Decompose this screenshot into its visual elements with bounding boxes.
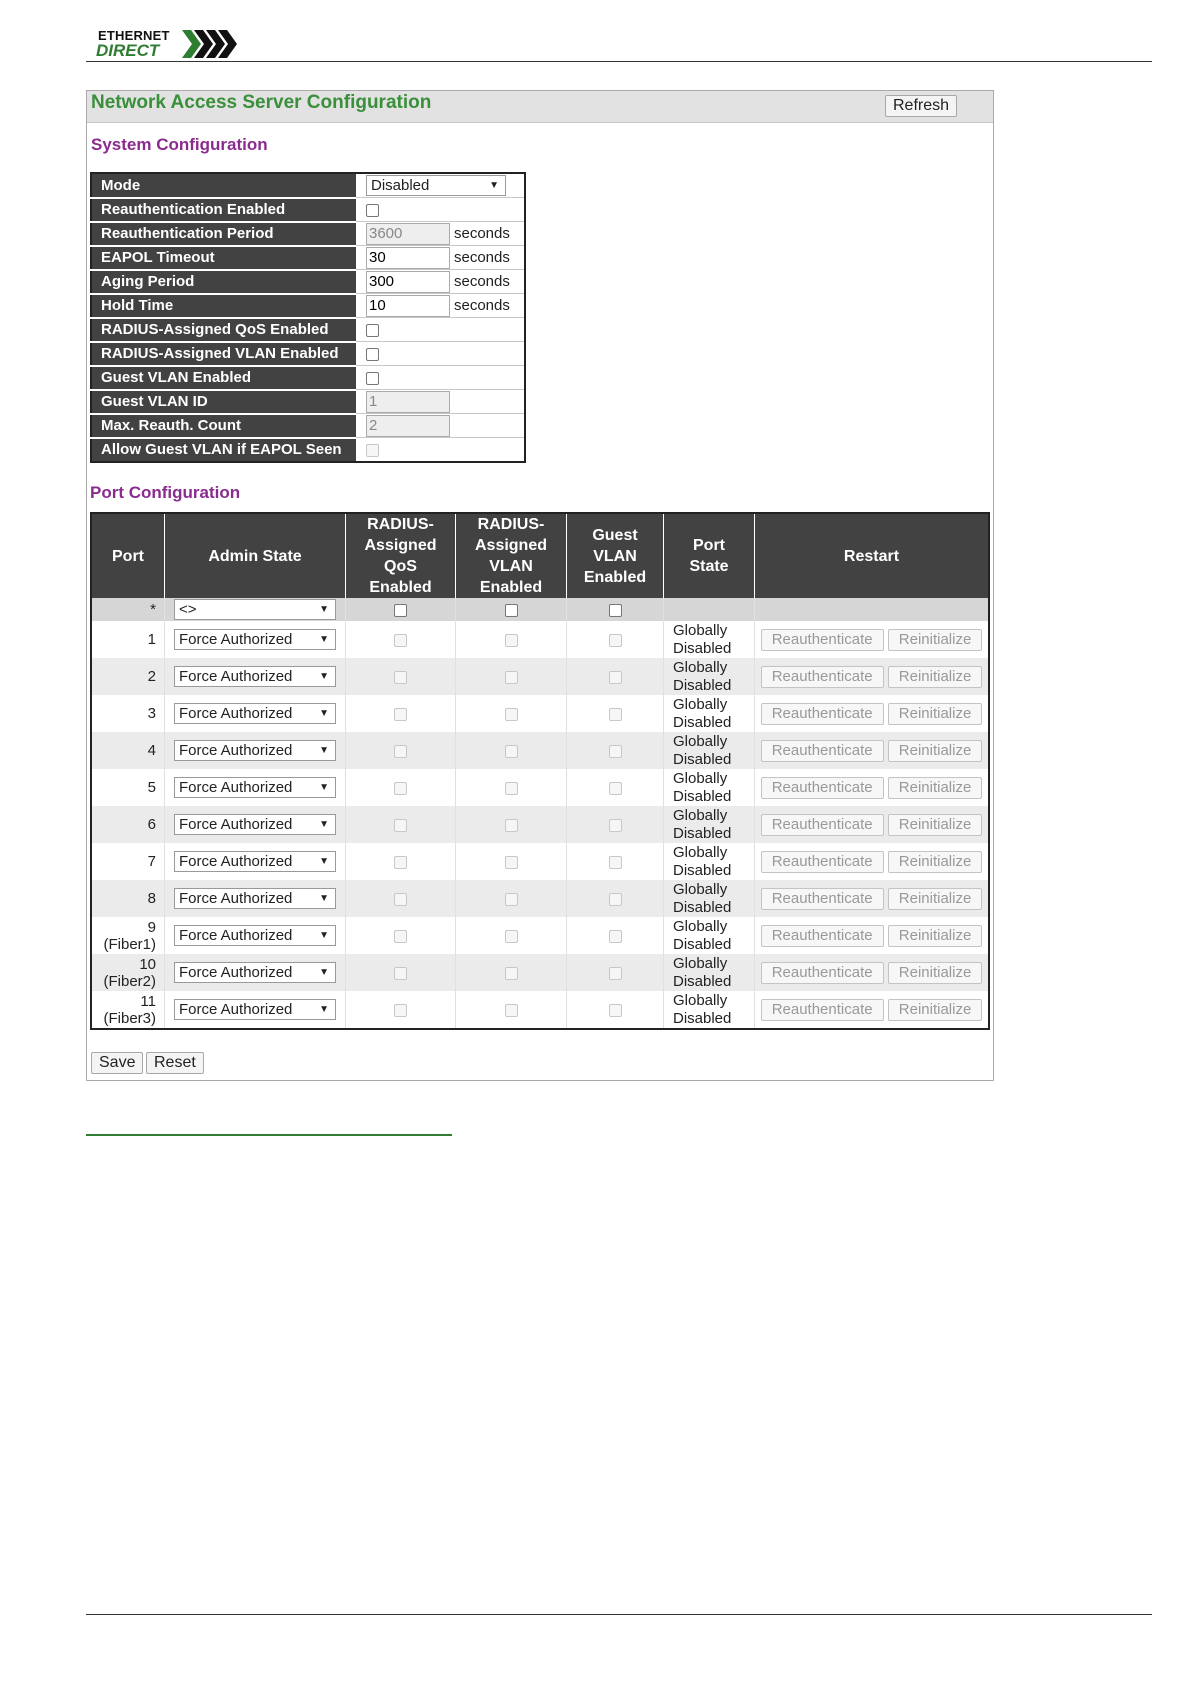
allow-guest-label: Allow Guest VLAN if EAPOL Seen	[91, 438, 356, 463]
nas-config-panel	[86, 90, 994, 1081]
guest-vlan-checkbox[interactable]	[609, 671, 622, 684]
port-number: 1	[147, 631, 156, 648]
header-radius-vlan-line: Enabled	[479, 579, 543, 596]
dropdown-arrow-icon: ▼	[319, 745, 329, 756]
radius-qos-checkbox[interactable]	[366, 324, 379, 337]
header-radius-qos-line: QoS	[384, 558, 417, 575]
dropdown-arrow-icon: ▼	[319, 604, 329, 615]
radius-qos-all-checkbox[interactable]	[394, 604, 407, 617]
allow-guest-checkbox[interactable]	[366, 444, 379, 457]
port-sublabel: (Fiber1)	[103, 935, 156, 953]
port-number: 8	[147, 890, 156, 907]
system-config-title: System Configuration	[91, 135, 268, 154]
admin-state-value: Force Authorized	[179, 668, 293, 685]
footer-rule	[86, 1614, 1152, 1615]
header-radius-vlan	[456, 513, 567, 598]
radius-qos-checkbox[interactable]	[394, 634, 407, 647]
port-state-line: Disabled	[673, 787, 732, 805]
header-radius-qos-line: Assigned	[364, 537, 437, 554]
admin-state-value: Force Authorized	[179, 927, 293, 944]
dropdown-arrow-icon: ▼	[319, 708, 329, 719]
eapol-timeout-label: EAPOL Timeout	[91, 246, 356, 270]
system-config-table	[90, 172, 526, 463]
port-state-line: Disabled	[673, 676, 732, 694]
admin-state-select[interactable]	[174, 777, 336, 798]
table-row	[91, 658, 989, 695]
max-reauth-label: Max. Reauth. Count	[91, 414, 356, 438]
dropdown-arrow-icon: ▼	[319, 1004, 329, 1015]
radius-vlan-checkbox[interactable]	[366, 348, 379, 361]
guest-vlan-enabled-label: Guest VLAN Enabled	[91, 366, 356, 390]
reauthenticate-button[interactable]: Reauthenticate	[761, 814, 884, 836]
port-state-line: Disabled	[673, 824, 732, 842]
radius-qos-checkbox[interactable]	[394, 1004, 407, 1017]
radius-vlan-checkbox[interactable]	[505, 708, 518, 721]
admin-state-value: Force Authorized	[179, 742, 293, 759]
table-row	[91, 917, 989, 954]
radius-vlan-checkbox[interactable]	[505, 967, 518, 980]
reauthenticate-button[interactable]: Reauthenticate	[761, 999, 884, 1021]
reauthenticate-button[interactable]: Reauthenticate	[761, 666, 884, 688]
port-sublabel: (Fiber3)	[103, 1009, 156, 1027]
header-admin-state: Admin State	[165, 513, 346, 598]
admin-state-select[interactable]	[174, 666, 336, 687]
footer-green-rule	[86, 1134, 452, 1136]
port-state-line: Disabled	[673, 713, 732, 731]
eapol-timeout-input[interactable]	[366, 247, 450, 269]
dropdown-arrow-icon: ▼	[319, 671, 329, 682]
reauthenticate-button[interactable]: Reauthenticate	[761, 925, 884, 947]
guest-vlan-checkbox[interactable]	[609, 745, 622, 758]
reauthenticate-button[interactable]: Reauthenticate	[761, 777, 884, 799]
port-config-table	[90, 512, 990, 1030]
reinitialize-button[interactable]: Reinitialize	[888, 777, 983, 799]
header-radius-vlan-line: RADIUS-	[477, 516, 545, 533]
port-config-title: Port Configuration	[90, 483, 241, 502]
guest-vlan-checkbox[interactable]	[609, 893, 622, 906]
port-state-line: Disabled	[673, 935, 732, 953]
reauthenticate-button[interactable]: Reauthenticate	[761, 629, 884, 651]
port-number: 9	[147, 918, 156, 936]
port-state-line: Disabled	[673, 1009, 732, 1027]
dropdown-arrow-icon: ▼	[319, 634, 329, 645]
logo-chevrons-icon	[182, 30, 242, 58]
port-number: 3	[147, 705, 156, 722]
table-row	[91, 843, 989, 880]
refresh-button[interactable]: Refresh	[885, 95, 957, 117]
reauthenticate-button[interactable]: Reauthenticate	[761, 851, 884, 873]
guest-vlan-id-input[interactable]	[366, 391, 450, 413]
reauthenticate-button[interactable]: Reauthenticate	[761, 703, 884, 725]
header-port-state	[664, 513, 755, 598]
port-state-line: Globally	[673, 880, 728, 898]
mode-label: Mode	[91, 173, 356, 198]
radius-qos-label: RADIUS-Assigned QoS Enabled	[91, 318, 356, 342]
admin-state-select[interactable]	[174, 925, 336, 946]
dropdown-arrow-icon: ▼	[319, 819, 329, 830]
port-number: 4	[147, 742, 156, 759]
reinitialize-button[interactable]: Reinitialize	[888, 962, 983, 984]
reinitialize-button[interactable]: Reinitialize	[888, 740, 983, 762]
reinitialize-button[interactable]: Reinitialize	[888, 703, 983, 725]
mode-row	[91, 173, 525, 198]
radius-vlan-checkbox[interactable]	[505, 1004, 518, 1017]
admin-state-all-select[interactable]	[174, 599, 336, 620]
admin-state-value: Force Authorized	[179, 853, 293, 870]
reset-button[interactable]: Reset	[146, 1052, 204, 1074]
port-number: 5	[147, 779, 156, 796]
port-table-header	[91, 513, 989, 598]
save-button[interactable]: Save	[91, 1052, 143, 1074]
radius-vlan-checkbox[interactable]	[505, 893, 518, 906]
reinitialize-button[interactable]: Reinitialize	[888, 888, 983, 910]
reauth-period-unit: seconds	[454, 225, 510, 242]
dropdown-arrow-icon: ▼	[319, 893, 329, 904]
port-state-line: Disabled	[673, 898, 732, 916]
header-restart: Restart	[755, 513, 990, 598]
dropdown-arrow-icon: ▼	[319, 782, 329, 793]
ethernet-direct-logo	[96, 28, 246, 60]
page-title: Network Access Server Configuration	[91, 92, 432, 113]
table-row	[91, 954, 989, 991]
port-state-line: Disabled	[673, 750, 732, 768]
reauth-period-label: Reauthentication Period	[91, 222, 356, 246]
logo-text-direct: DIRECT	[96, 41, 160, 60]
reinitialize-button[interactable]: Reinitialize	[888, 851, 983, 873]
radius-vlan-label: RADIUS-Assigned VLAN Enabled	[91, 342, 356, 366]
port-state-line: Globally	[673, 769, 728, 787]
reauthenticate-button[interactable]: Reauthenticate	[761, 962, 884, 984]
header-radius-vlan-line: Assigned	[474, 537, 547, 554]
admin-state-select[interactable]	[174, 999, 336, 1020]
guest-vlan-checkbox[interactable]	[609, 782, 622, 795]
guest-vlan-enabled-checkbox[interactable]	[366, 372, 379, 385]
radius-qos-checkbox[interactable]	[394, 856, 407, 869]
guest-vlan-checkbox[interactable]	[609, 708, 622, 721]
table-row	[91, 769, 989, 806]
port-sublabel: (Fiber2)	[103, 972, 156, 990]
reinitialize-button[interactable]: Reinitialize	[888, 814, 983, 836]
mode-select[interactable]	[366, 175, 506, 196]
dropdown-arrow-icon: ▼	[319, 967, 329, 978]
port-state-line: Globally	[673, 843, 728, 861]
guest-vlan-checkbox[interactable]	[609, 1004, 622, 1017]
header-guest-vlan-line: VLAN	[593, 547, 637, 565]
port-state-line: Globally	[673, 658, 728, 676]
hold-time-label: Hold Time	[91, 294, 356, 318]
admin-state-select[interactable]	[174, 962, 336, 983]
header-guest-vlan-line: Enabled	[583, 568, 647, 586]
radius-vlan-checkbox[interactable]	[505, 782, 518, 795]
port-state-line: Globally	[673, 991, 728, 1009]
max-reauth-input[interactable]	[366, 415, 450, 437]
admin-state-value: Force Authorized	[179, 816, 293, 833]
header-radius-qos	[346, 513, 456, 598]
reauth-enabled-label: Reauthentication Enabled	[91, 198, 356, 222]
admin-state-value: Force Authorized	[179, 890, 293, 907]
guest-vlan-checkbox[interactable]	[609, 967, 622, 980]
admin-state-select[interactable]	[174, 814, 336, 835]
admin-state-select[interactable]	[174, 703, 336, 724]
radius-qos-checkbox[interactable]	[394, 782, 407, 795]
radius-vlan-checkbox[interactable]	[505, 819, 518, 832]
radius-vlan-checkbox[interactable]	[505, 671, 518, 684]
aging-period-unit: seconds	[454, 273, 510, 290]
dropdown-arrow-icon: ▼	[489, 180, 499, 191]
reinitialize-button[interactable]: Reinitialize	[888, 666, 983, 688]
header-port-state-line: State	[689, 558, 729, 575]
port-number-all: *	[91, 598, 165, 621]
port-state-line: Disabled	[673, 861, 732, 879]
admin-state-value: Force Authorized	[179, 964, 293, 981]
port-state-line: Globally	[673, 917, 728, 935]
dropdown-arrow-icon: ▼	[319, 856, 329, 867]
guest-vlan-checkbox[interactable]	[609, 930, 622, 943]
table-row	[91, 806, 989, 843]
radius-qos-checkbox[interactable]	[394, 819, 407, 832]
radius-qos-checkbox[interactable]	[394, 708, 407, 721]
admin-state-select[interactable]	[174, 888, 336, 909]
header-port: Port	[91, 513, 165, 598]
port-number: 6	[147, 816, 156, 833]
admin-state-select[interactable]	[174, 740, 336, 761]
header-port-state-line: Port	[693, 537, 725, 554]
hold-time-input[interactable]	[366, 295, 450, 317]
radius-qos-checkbox[interactable]	[394, 967, 407, 980]
admin-state-select[interactable]	[174, 629, 336, 650]
port-state-line: Globally	[673, 954, 728, 972]
eapol-timeout-unit: seconds	[454, 249, 510, 266]
port-number: 11	[140, 992, 156, 1010]
header-radius-qos-line: RADIUS-	[367, 516, 434, 533]
port-state-line: Globally	[673, 621, 728, 639]
header-rule	[86, 61, 1152, 62]
port-state-line: Disabled	[673, 639, 732, 657]
logo-text-ethernet: ETHERNET	[98, 28, 170, 43]
radius-vlan-all-checkbox[interactable]	[505, 604, 518, 617]
reinitialize-button[interactable]: Reinitialize	[888, 999, 983, 1021]
header-radius-qos-line: Enabled	[369, 579, 432, 596]
admin-state-value: Force Authorized	[179, 705, 293, 722]
radius-qos-checkbox[interactable]	[394, 893, 407, 906]
aging-period-input[interactable]	[366, 271, 450, 293]
port-number: 10	[139, 955, 156, 973]
port-row-all	[91, 598, 989, 621]
radius-vlan-checkbox[interactable]	[505, 634, 518, 647]
reinitialize-button[interactable]: Reinitialize	[888, 629, 983, 651]
dropdown-arrow-icon: ▼	[319, 930, 329, 941]
port-state-line: Globally	[673, 732, 728, 750]
guest-vlan-checkbox[interactable]	[609, 856, 622, 869]
radius-vlan-checkbox[interactable]	[505, 856, 518, 869]
table-row	[91, 621, 989, 658]
radius-qos-checkbox[interactable]	[394, 671, 407, 684]
guest-vlan-checkbox[interactable]	[609, 819, 622, 832]
admin-state-select[interactable]	[174, 851, 336, 872]
reauthenticate-button[interactable]: Reauthenticate	[761, 740, 884, 762]
reauth-period-input[interactable]	[366, 223, 450, 245]
port-state-line: Globally	[673, 806, 728, 824]
radius-qos-checkbox[interactable]	[394, 745, 407, 758]
table-row	[91, 695, 989, 732]
radius-vlan-checkbox[interactable]	[505, 930, 518, 943]
aging-period-label: Aging Period	[91, 270, 356, 294]
table-row	[91, 880, 989, 917]
table-row	[91, 991, 989, 1029]
panel-header	[87, 91, 993, 123]
guest-vlan-checkbox[interactable]	[609, 634, 622, 647]
header-radius-vlan-line: VLAN	[489, 558, 533, 575]
table-row	[91, 732, 989, 769]
admin-state-value: Force Authorized	[179, 631, 293, 648]
radius-vlan-checkbox[interactable]	[505, 745, 518, 758]
hold-time-unit: seconds	[454, 297, 510, 314]
admin-state-value: Force Authorized	[179, 779, 293, 796]
port-state-line: Globally	[673, 695, 728, 713]
mode-select-value: Disabled	[371, 177, 430, 194]
reauthenticate-button[interactable]: Reauthenticate	[761, 888, 884, 910]
guest-vlan-all-checkbox[interactable]	[609, 604, 622, 617]
guest-vlan-id-label: Guest VLAN ID	[91, 390, 356, 414]
admin-state-all-value: <>	[179, 601, 197, 618]
reauth-enabled-checkbox[interactable]	[366, 204, 379, 217]
port-state-line: Disabled	[673, 972, 732, 990]
radius-qos-checkbox[interactable]	[394, 930, 407, 943]
header-guest-vlan	[567, 513, 664, 598]
admin-state-value: Force Authorized	[179, 1001, 293, 1018]
port-number: 7	[147, 853, 156, 870]
port-number: 2	[147, 668, 156, 685]
header-guest-vlan-line: Guest	[592, 526, 638, 544]
reinitialize-button[interactable]: Reinitialize	[888, 925, 983, 947]
